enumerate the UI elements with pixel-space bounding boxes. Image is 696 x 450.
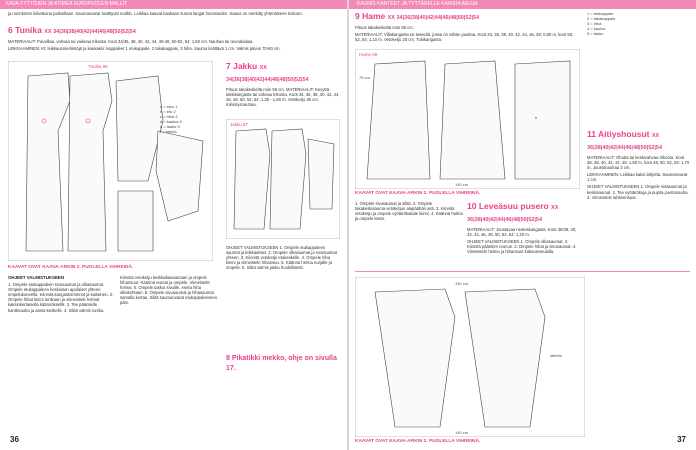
legend-item: a = sivu 1 — [160, 104, 178, 109]
legend-item: 3 = hiha — [587, 21, 602, 26]
section-8 — [226, 354, 340, 376]
tunika-legend — [160, 104, 182, 134]
section-9-length: Pituus takakeskeltä noin 65 cm. — [355, 25, 414, 30]
hame-pattern-label: Hame 89 — [359, 52, 378, 57]
section-10-title: 10 Leveäsuu pusero XX 36|38|40|42|44|46|48|50|52|54 — [467, 201, 559, 223]
intro-text: ja nurinkierto leikattuina paikoiltaan. Saumanvarat sisältyvät malliin. Leikkaa kaavat kankaan suorat langat huomioiden. Kaava on merkitty yhtenäiseen kokoon. — [8, 11, 303, 16]
section-11 — [587, 129, 690, 202]
left-header-bar — [0, 0, 347, 9]
section-11-instructions: OHJEET VALMISTUKSEEN 1. Ompele sisäsaumat ja keskisaumat. 2. Tee vyötärökuja ja pujota joustonauha. 3. Viimeistele lahkeensuut. — [587, 184, 689, 200]
section-9-header — [355, 11, 580, 44]
section-divider — [355, 271, 690, 272]
section-7-instructions-text: OHJEET VALMISTUKSEEN 1. Ompele etukappaleen saumat ja leikkaukset. 2. Ompele olkasaumat ja sivusaumat yhteen. 3. Kiinnitä vetoketju etukeskelle. 4. Ompele hiha kiinni ja viimeistele hihansuu. 5. Käännä helma nurjalle ja ompele. 6. Silitä valmis jakku huolellisesti. — [226, 245, 338, 271]
jakku-pattern-diagram — [226, 119, 340, 239]
left-page-number: 36 — [10, 435, 19, 444]
legend-item: d = kaulus 4 — [160, 119, 182, 124]
legend-item: e = tasku 5 — [160, 124, 180, 129]
section-9-title: 9 Hame XX 34|36|38|40|42|44|46|48|50|52|54 — [355, 11, 480, 21]
section-7-instructions — [226, 245, 340, 272]
right-pattern-caption-1: KAAVAT OVAT KAAVA-ARKIN 2. PUOLELLA VIHREINÄ. — [355, 191, 481, 196]
legend-item: 1 = etukappale — [587, 11, 614, 16]
housut-width-label: 150 cm — [455, 281, 469, 286]
hame-length-label: 140 cm — [455, 182, 469, 187]
hame-pattern-diagram — [355, 49, 580, 189]
section-8-title: 8 Pikatikki mekko, ohje on sivulla 17. — [226, 355, 337, 372]
hame-piece-label: b — [535, 115, 538, 120]
right-legend — [587, 11, 690, 36]
housut-length-label: 140 cm — [455, 430, 469, 435]
jakku-pattern-label: Jakku 87 — [230, 122, 249, 127]
left-pattern-caption: KAAVAT OVAT KAAVA-ARKIN 2. PUOLELLA VIHREINÄ. — [8, 265, 134, 270]
tunika-pattern-label: Tunika 86 — [88, 64, 108, 69]
section-10-instructions: OHJEET VALMISTUKSEEN 1. Ompele olkasaumat. 2. Kiinnitä pääntien reunus. 3. Ompele hihat ja sivusaumat. 4. Viimeistele helma ja hihansuut kaksoisneulalla. — [467, 239, 577, 255]
legend-item: 5 = tasku — [587, 31, 604, 36]
section-6-title: 6 Tunika XX 34|36|38|40|42|44|46|48|50|52|54 — [8, 25, 136, 35]
legend-item: c = hiha 3 — [160, 114, 178, 119]
section-9-materials: MATERIAALIT: Villakangasta tai tweediä, jossa on vähän joustoa. Koot 34, 36, 38, 40, 42, 44, 46, 48: 0,80 m, koot 50, 52, 54: 1,10 m. Vetoketju 20 cm. Tukikangasta. — [355, 32, 574, 43]
legend-item: 2 = takakappale — [587, 16, 616, 21]
legend-item: b = etu 2 — [160, 109, 176, 114]
left-page — [0, 9, 347, 450]
section-11-cutting: LEIKKAAMINEN: Leikkaa kaksi lahjetta. Saumanvarat 1 cm. — [587, 172, 688, 183]
section-7-title: 7 Jakku XX 34|36|38|40|42|44|46|48|50|52|54 — [226, 61, 309, 83]
section-6-instructions — [8, 275, 116, 315]
section-7-text: Pituus takakeskeltä noin 58 cm. MATERIAALIT: Kevyttä takkikangasta tai vahvaa trikoota. Koot 34, 36, 38, 40, 42, 44, 46, 48, 50, 52, 54: 1,30 - 1,60 m. Vetoketju 45 cm. Kiinnitysnauhaa. — [226, 87, 340, 108]
instructions-heading: OHJEET VALMISTUKSEEN — [8, 275, 65, 280]
right-header-text: KAUNIS KANTEET JA TYTTÄRELLE KAIKKIA ASUJA — [357, 1, 478, 7]
section-7 — [226, 61, 340, 109]
instructions-text: 1. Ompele etukappaleen sivusaumat ja olkasaumat. Ompele etukappaleen keskiosan apulaiset yhteen ompelukoneella. Kiinnitä kangastoiminnot ja kaitainen. 2. Ompele hihat kiinni tunikaan ja viimeistele helmat kaksinkertaisella käännöksellä. 3. Tee pääntielle kanttinauha ja aseta keskelle. 4. Silitä valmis tunika. — [8, 282, 114, 313]
intro-paragraph — [8, 11, 338, 18]
legend-item: f = helma — [160, 129, 177, 134]
section-6-cutting: LEIKKAAMINEN: Kt: leikkausmerkintöjä ja kaukaksi: kappaleet 1 etukappale, 2 takakappale, 3 hiha. Sauma lisättävä 1 cm. Valmis pituus 70-80 cm. — [8, 46, 281, 52]
legend-item: 4 = kaulus — [587, 26, 606, 31]
section-10 — [467, 201, 582, 256]
section-9-instructions — [355, 201, 463, 223]
section-6-instructions-cont — [120, 275, 220, 308]
housut-fold-label: taitettu — [550, 353, 563, 358]
right-pattern-caption-2: KAAVAT OVAT KAAVA-ARKIN 2. PUOLELLA VIHREINÄ. — [355, 439, 481, 444]
section-10-materials: MATERIAALIT: Joustavaa neuloskangasta. Koot 36/38, 40, 42, 44, 46, 48, 50, 52, 54: 1,20 m. — [467, 227, 577, 238]
hame-width-label: 75 cm — [359, 75, 370, 80]
aitiyshousut-pattern-diagram — [355, 277, 585, 437]
right-column-text — [587, 11, 690, 36]
section-6-header — [8, 25, 338, 53]
section-9-instructions-text: 1. Ompele sivusaumat ja silitä. 2. Ompele takakeskisauma vetoketjun alapäähän asti. 3. Kiinnitä vetoketju ja ompele vyötärökaitale kiinni. 4. Käännä helma ja ompele käsin. — [355, 201, 463, 222]
right-page — [349, 9, 696, 450]
instructions-text-2: Kiinnitä vetoketju keskitakasaumaan ja ompele hihansuut. Käännä reunat ja ompele. Viimeistele helma. 5. Ompele taskut sivuille. Aseta hiha olkakohtaan. 6. Ompele sivusaumat ja hihasaumat samalla kertaa. Silitä saumanvarat etukappaleeseen päin. — [120, 275, 218, 306]
left-header-text: KAVA-TYTTÖJEN JA KOMEA SUKUPUOLEN MALLIT — [6, 1, 127, 7]
section-11-materials: MATERIAALIT: Ohutta tai keskivahvaa trikoota. Koot 36, 38, 40, 42, 44, 46: 1,50 m, koot 48, 50, 52, 54: 1,70 m. Joustonauhaa 3 cm. — [587, 155, 690, 171]
section-6-materials: MATERIAALIT: Puuvillaa, vahvaa tai vaikeaa trikoota. Koot 34/36, 38, 40, 42, 44, 46-48, 50-52, 54: 1,50 cm. Nauhaa tai reunakaitaa. — [8, 39, 254, 44]
tunika-pattern-diagram — [8, 61, 213, 261]
right-page-number: 37 — [677, 435, 686, 444]
right-header-bar — [349, 0, 696, 9]
section-11-title: 11 Aitiyshousut XX 36|38|40|42|44|46|48|50|52|54 — [587, 129, 663, 151]
